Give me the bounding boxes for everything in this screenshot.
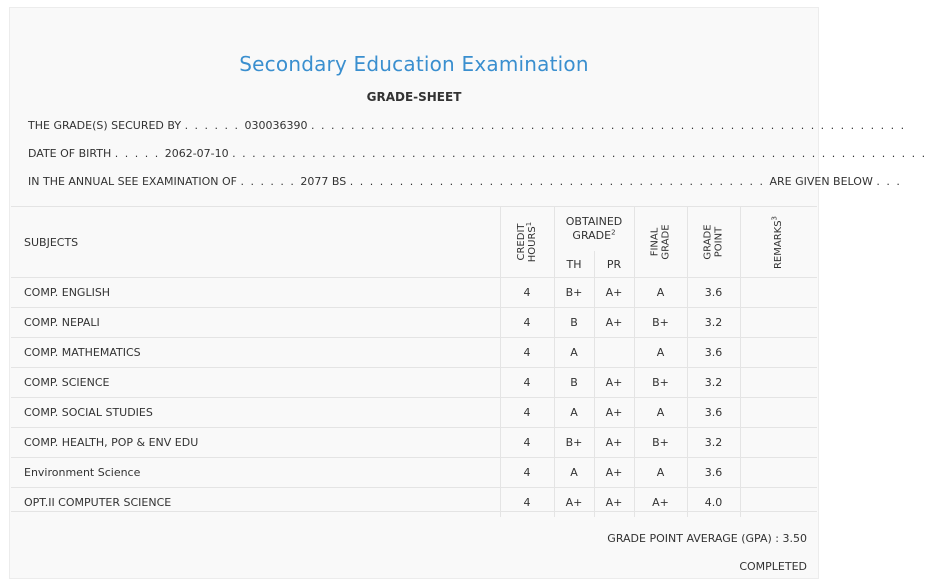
final-grade-cell: A [634,338,687,368]
final-grade-cell: B+ [634,368,687,398]
final-grade-cell: A [634,458,687,488]
grade-point-cell: 3.6 [687,278,740,308]
remarks-cell [740,338,817,368]
credit-cell: 4 [500,458,554,488]
grade-point-cell: 4.0 [687,488,740,518]
subject-cell: COMP. NEPALI [11,308,500,338]
subject-cell: OPT.II COMPUTER SCIENCE [11,488,500,518]
table-row [11,458,817,488]
final-grade-cell: B+ [634,308,687,338]
final-grade-cell: B+ [634,428,687,458]
table-row [11,398,817,428]
credit-hours-header: CREDIT HOURS$^1$ [500,207,554,278]
pr-header: PR [594,251,634,278]
table-row [11,338,817,368]
page-title: Secondary Education Examination [239,52,589,76]
subject-cell: COMP. HEALTH, POP & ENV EDU [11,428,500,458]
gpa-summary: GRADE POINT AVERAGE (GPA) : 3.50 [607,532,807,545]
remarks-cell [740,458,817,488]
grade-sheet [9,7,927,579]
th-grade-cell: B+ [554,428,594,458]
given-below-label: ARE GIVEN BELOW [769,175,873,188]
th-grade-cell: A [554,338,594,368]
grades-table [11,206,817,517]
pr-grade-cell: A+ [594,308,634,338]
table-footer-divider [11,511,817,512]
final-grade-cell: A [634,398,687,428]
status-text: COMPLETED [739,560,807,573]
remarks-cell [740,398,817,428]
subject-cell: Environment Science [11,458,500,488]
pr-grade-cell: A+ [594,458,634,488]
remarks-cell [740,308,817,338]
table-row [11,278,817,308]
dob-line: DATE OF BIRTH . . . . . 2062-07-10 . . . . . . . . . . . . . . . . . . . . . . . . . . . . . . . . . . . . . . . . . . . . . . . . . . . . . . . . . . . . . . . . . . . . . . [28,147,927,160]
pr-grade-cell: A+ [594,368,634,398]
secured-by-label: THE GRADE(S) SECURED BY [28,119,182,132]
dob-value: 2062-07-10 [164,147,229,160]
subject-cell: COMP. SOCIAL STUDIES [11,398,500,428]
exam-label: IN THE ANNUAL SEE EXAMINATION OF [28,175,237,188]
subjects-header: SUBJECTS [11,207,500,278]
grade-point-cell: 3.6 [687,338,740,368]
th-grade-cell: B [554,368,594,398]
remarks-cell [740,428,817,458]
grade-point-cell: 3.2 [687,428,740,458]
subject-cell: COMP. MATHEMATICS [11,338,500,368]
table-row [11,428,817,458]
dob-label: DATE OF BIRTH [28,147,112,160]
exam-year: 2077 BS [300,175,347,188]
credit-cell: 4 [500,368,554,398]
pr-grade-cell: A+ [594,488,634,518]
table-row [11,308,817,338]
pr-grade-cell: A+ [594,278,634,308]
th-header: TH [554,251,594,278]
remarks-cell [740,368,817,398]
grade-point-cell: 3.2 [687,308,740,338]
remarks-cell [740,278,817,308]
th-grade-cell: B+ [554,278,594,308]
final-grade-header: FINAL GRADE [634,207,687,278]
pr-grade-cell [594,338,634,368]
remarks-cell [740,488,817,518]
credit-cell: 4 [500,278,554,308]
secured-by-line: THE GRADE(S) SECURED BY . . . . . . 030036390 . . . . . . . . . . . . . . . . . . . . . . . . . . . . . . . . . . . . . . . . . . . . . . . . . . . . . . . . . . . . [28,119,906,132]
pr-grade-cell: A+ [594,398,634,428]
grade-point-cell: 3.2 [687,368,740,398]
final-grade-cell: A [634,278,687,308]
remarks-header: REMARKS$^3$ [740,207,817,278]
final-grade-cell: A+ [634,488,687,518]
credit-cell: 4 [500,308,554,338]
symbol-number: 030036390 [244,119,308,132]
credit-cell: 4 [500,428,554,458]
grade-point-cell: 3.6 [687,458,740,488]
th-grade-cell: A+ [554,488,594,518]
obtained-grade-header: OBTAINED GRADE$^2$ [554,207,634,252]
credit-cell: 4 [500,338,554,368]
th-grade-cell: A [554,398,594,428]
subject-cell: COMP. SCIENCE [11,368,500,398]
grade-point-cell: 3.6 [687,398,740,428]
th-grade-cell: B [554,308,594,338]
table-row [11,368,817,398]
exam-line: IN THE ANNUAL SEE EXAMINATION OF . . . . . . 2077 BS . . . . . . . . . . . . . . . . . . . . . . . . . . . . . . . . . . . . . . . . . . ARE GIVEN BELOW . . . [28,175,902,188]
pr-grade-cell: A+ [594,428,634,458]
table-row [11,488,817,518]
grade-sheet-heading: GRADE-SHEET [366,90,462,104]
subject-cell: COMP. ENGLISH [11,278,500,308]
credit-cell: 4 [500,398,554,428]
grade-point-header: GRADE POINT [687,207,740,278]
th-grade-cell: A [554,458,594,488]
credit-cell: 4 [500,488,554,518]
